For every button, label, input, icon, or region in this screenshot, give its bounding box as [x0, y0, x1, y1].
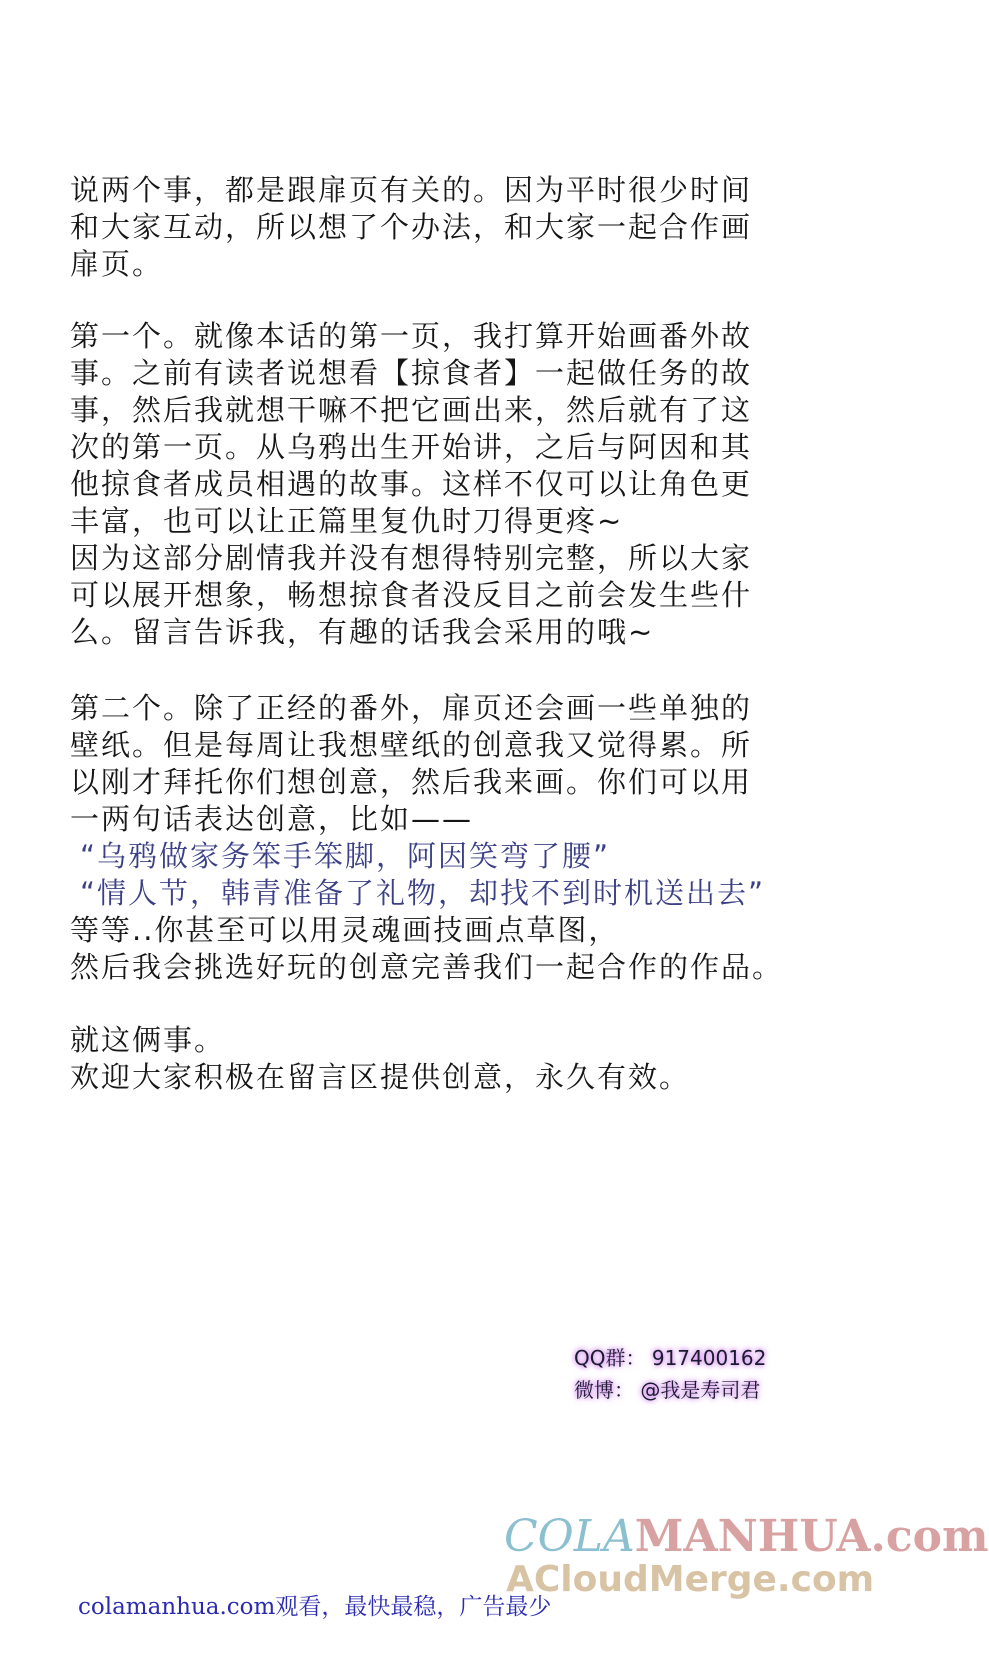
text-line: 一两句话表达创意，比如—— — [70, 802, 474, 836]
watermark-colamanhua — [504, 1511, 989, 1562]
text-line: 因为这部分剧情我并没有想得特别完整，所以大家 — [70, 541, 753, 575]
watermark-acloud-text: ACloudMerge.com — [506, 1559, 875, 1600]
text-line: 丰富，也可以让正篇里复仇时刀得更疼~ — [70, 504, 624, 538]
qq-group: QQ群： 917400162 — [574, 1346, 767, 1370]
text-line: 壁纸。但是每周让我想壁纸的创意我又觉得累。所 — [70, 728, 753, 762]
text-line: 他掠食者成员相遇的故事。这样不仅可以让角色更 — [70, 467, 753, 501]
text-line: 么。留言告诉我，有趣的话我会采用的哦~ — [70, 615, 655, 649]
note-closing — [70, 1022, 860, 1096]
text-line: 然后我会挑选好玩的创意完善我们一起合作的作品。 — [70, 950, 784, 984]
text-line: 第二个。除了正经的番外，扉页还会画一些单独的 — [70, 691, 753, 725]
example-quote: “乌鸦做家务笨手笨脚，阿因笑弯了腰” — [80, 839, 611, 873]
note-item-one — [70, 318, 860, 651]
text-line: 以刚才拜托你们想创意，然后我来画。你们可以用 — [70, 765, 753, 799]
text-line: 欢迎大家积极在留言区提供创意，永久有效。 — [70, 1060, 691, 1094]
watermark-cola: COLA — [504, 1511, 635, 1562]
text-line: 第一个。就像本话的第一页，我打算开始画番外故 — [70, 319, 753, 353]
text-line: 说两个事，都是跟扉页有关的。因为平时很少时间 — [70, 173, 753, 207]
text-line: 扉页。 — [70, 247, 164, 281]
text-line: 事，然后我就想干嘛不把它画出来，然后就有了这 — [70, 393, 753, 427]
text-line: 可以展开想象，畅想掠食者没反目之前会发生些什 — [70, 578, 753, 612]
text-line: 和大家互动，所以想了个办法，和大家一起合作画 — [70, 210, 753, 244]
note-item-two — [70, 690, 860, 986]
text-line: 次的第一页。从乌鸦出生开始讲，之后与阿因和其 — [70, 430, 753, 464]
weibo-handle: 微博： @我是寿司君 — [574, 1378, 761, 1402]
watermark-manhua: MANHUA.com — [634, 1511, 989, 1562]
text-line: 就这俩事。 — [70, 1023, 226, 1057]
footer-ad-link[interactable]: colamanhua.com观看，最快最稳，广告最少 — [78, 1594, 552, 1620]
note-intro — [70, 172, 860, 283]
text-line: 事。之前有读者说想看【掠食者】一起做任务的故 — [70, 356, 753, 390]
contact-info — [574, 1342, 766, 1406]
text-line: 等等..你甚至可以用灵魂画技画点草图， — [70, 913, 620, 947]
watermark-acloudmerge — [506, 1559, 874, 1601]
site-watermark — [504, 1511, 989, 1605]
example-quote: “情人节，韩青准备了礼物，却找不到时机送出去” — [80, 876, 766, 910]
